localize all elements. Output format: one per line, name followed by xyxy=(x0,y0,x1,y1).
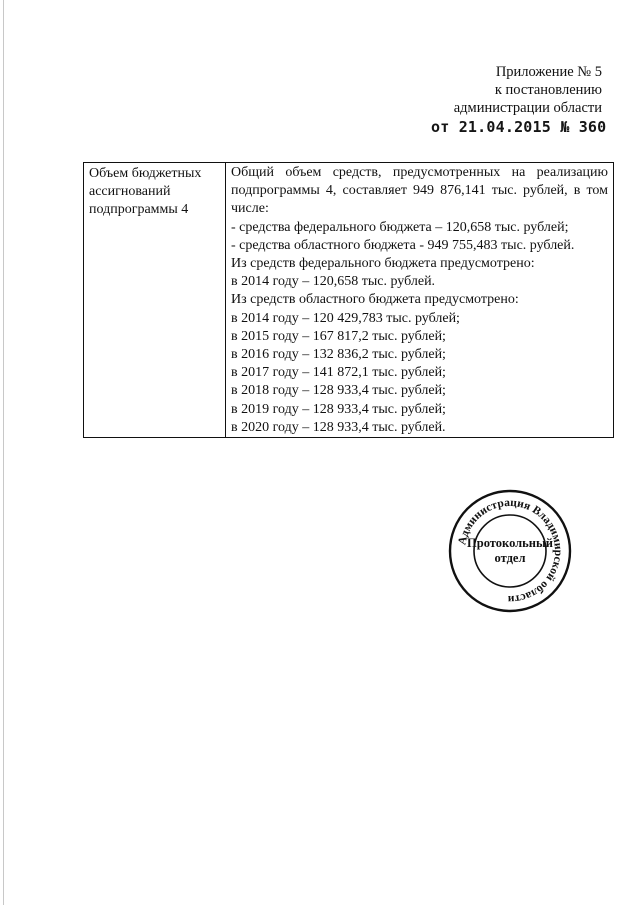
seal-center-text xyxy=(447,536,573,566)
budget-intro: Общий объем средств, предусмотренных на реализацию подпрограммы 4, составляет 949 876,141 тыс. рублей, в том числе: xyxy=(231,165,608,217)
budget-line: в 2015 году – 167 817,2 тыс. рублей; xyxy=(231,328,446,344)
budget-line: в 2014 году – 120,658 тыс. рублей. xyxy=(231,274,436,290)
budget-line: в 2019 году – 128 933,4 тыс. рублей; xyxy=(231,401,446,417)
appendix-authority: администрации области xyxy=(453,100,602,116)
budget-line: в 2018 году – 128 933,4 тыс. рублей; xyxy=(231,383,446,399)
seal-center-line: отдел xyxy=(494,551,526,565)
date-number-stamp: от 21.04.2015 № 360 xyxy=(431,118,607,136)
budget-line: в 2017 году – 141 872,1 тыс. рублей; xyxy=(231,365,446,381)
budget-line: Из средств федерального бюджета предусмотрено: xyxy=(231,256,535,272)
appendix-header xyxy=(454,63,602,117)
budget-table xyxy=(83,162,614,438)
budget-line: - средства федерального бюджета – 120,658 тыс. рублей; xyxy=(231,219,569,235)
budget-line: - средства областного бюджета - 949 755,483 тыс. рублей. xyxy=(231,237,575,253)
seal-center-line: Протокольный xyxy=(467,536,553,550)
table-row xyxy=(84,163,614,438)
budget-content-cell xyxy=(226,163,614,438)
seal-ring-text: Администрация Владимирской области xyxy=(456,496,565,606)
budget-line: Из средств областного бюджета предусмотрено: xyxy=(231,292,519,308)
official-seal xyxy=(447,488,573,614)
budget-line: в 2020 году – 128 933,4 тыс. рублей. xyxy=(231,419,446,435)
appendix-title: Приложение № 5 xyxy=(495,64,602,80)
appendix-reference: к постановлению xyxy=(494,82,602,98)
budget-line: в 2014 году – 120 429,783 тыс. рублей; xyxy=(231,310,460,326)
budget-label-cell: Объем бюджетных ассигнований подпрограммы 4 xyxy=(84,163,226,438)
scan-edge-line xyxy=(3,0,4,905)
budget-line: в 2016 году – 132 836,2 тыс. рублей; xyxy=(231,347,446,363)
